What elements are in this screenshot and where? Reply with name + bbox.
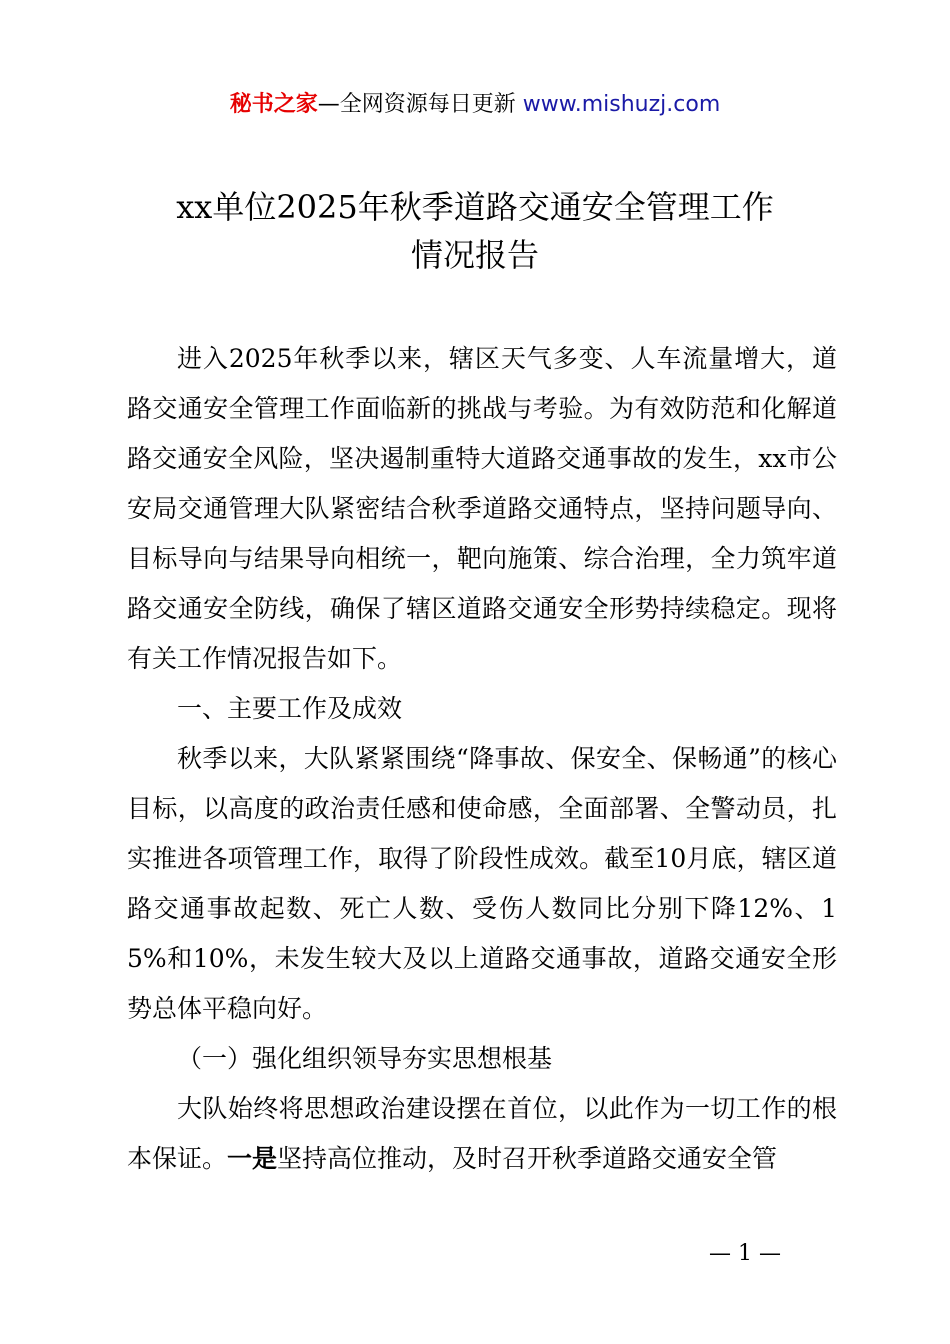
section-1-paragraph: 秋季以来，大队紧紧围绕“降事故、保安全、保畅通”的核心目标，以高度的政治责任感和使命感，全面部署、全警动员，扎实推进各项管理工作，取得了阶段性成效。截至10月底，辖区道路交通事故起数、死亡人数、受伤人数同比分别下降12%、15%和10%，未发生较大及以上道路交通事故，道路交通安全形势总体平稳向好。 (127, 744, 837, 1023)
title-line-2: 情况报告 (410, 236, 539, 274)
subsection-1-bold-marker: 一是 (227, 1144, 278, 1173)
section-heading-1: 一、主要工作及成效 (177, 694, 403, 723)
document-title (0, 183, 950, 279)
brand-name: 秘书之家 (229, 92, 318, 117)
subsection-1-text-rest: 坚持高位推动，及时召开秋季道路交通安全管 (277, 1144, 778, 1173)
subsection-heading-1: （一）强化组织领导夯实思想根基 (177, 1044, 553, 1073)
intro-paragraph: 进入2025年秋季以来，辖区天气多变、人车流量增大，道路交通安全管理工作面临新的挑战与考验。为有效防范和化解道路交通安全风险，坚决遏制重特大道路交通事故的发生，xx市公安局交通管理大队紧密结合秋季道路交通特点，坚持问题导向、目标导向与结果导向相统一，靶向施策、综合治理，全力筑牢道路交通安全防线，确保了辖区道路交通安全形势持续稳定。现将有关工作情况报告如下。 (127, 344, 837, 673)
site-header (0, 88, 950, 122)
subsection-1-paragraph (127, 1084, 837, 1184)
page-number: — 1 — (709, 1241, 781, 1266)
subsection-1-text-start: 大队始终将思想政治建设摆在首位，以此作为一切工作的根本保证。 (127, 1094, 837, 1173)
title-line-1: xx单位2025年秋季道路交通安全管理工作 (176, 188, 774, 226)
document-body (127, 334, 837, 1184)
site-url-link[interactable]: www.mishuzj.com (522, 92, 721, 117)
header-tagline: —全网资源每日更新 (317, 92, 523, 117)
